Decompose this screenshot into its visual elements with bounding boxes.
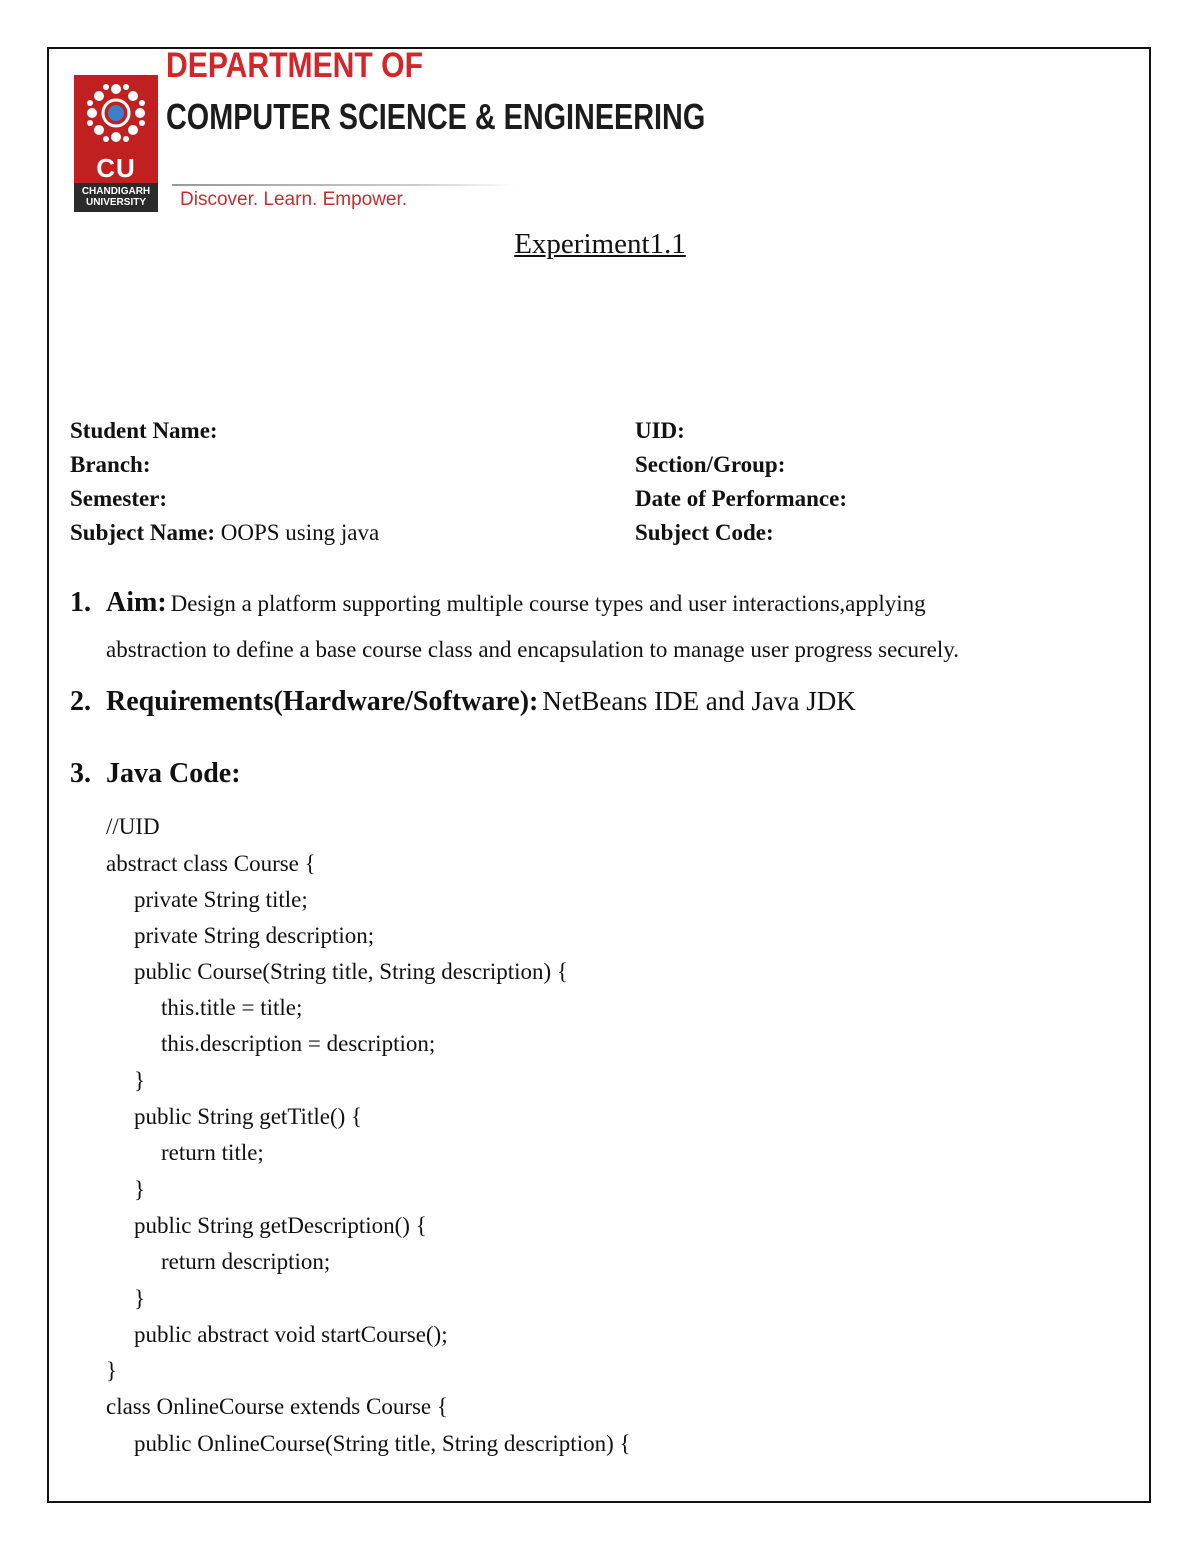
uid-label: UID: [635,418,685,443]
requirements-number: 2. [70,686,91,717]
subject-name-label: Subject Name: [70,520,215,545]
section-label: Section/Group: [635,452,786,477]
subject-code-field [635,520,774,546]
header-divider [172,184,517,186]
branch-field [70,452,151,478]
code-line: } [134,1177,146,1202]
code-line: private String description; [134,923,375,948]
student-name-field [70,418,218,444]
university-logo [74,75,158,212]
student-name-label: Student Name: [70,418,218,443]
branch-label: Branch: [70,452,151,477]
uid-field [635,418,685,444]
code-line: this.description = description; [161,1031,436,1056]
date-label: Date of Performance: [635,486,847,511]
code-line: public OnlineCourse(String title, String description) { [134,1431,631,1456]
tagline: Discover. Learn. Empower. [180,189,408,210]
code-line: } [134,1286,146,1311]
code-line: abstract class Course { [106,851,316,876]
semester-label: Semester: [70,486,168,511]
section-field [635,452,785,478]
experiment-title: Experiment1.1 [514,228,686,260]
code-line: private String title; [134,887,308,912]
department-heading-line2: COMPUTER SCIENCE & ENGINEERING [166,96,706,137]
code-number: 3. [70,758,91,789]
requirements-section [70,686,856,718]
subject-name-field [70,520,379,546]
code-line: class OnlineCourse extends Course { [106,1394,448,1419]
aim-section [70,587,926,619]
date-field [635,486,847,512]
department-heading-line1: DEPARTMENT OF [166,46,423,85]
code-line: return title; [161,1140,264,1165]
subject-code-label: Subject Code: [635,520,774,545]
code-line: return description; [161,1249,331,1274]
emblem-icon [84,81,148,145]
code-line: this.title = title; [161,995,303,1020]
aim-heading: Aim: [106,587,167,618]
logo-university-line1: CHANDIGARH [81,186,151,197]
logo-university-line2: UNIVERSITY [85,197,146,208]
logo-abbrev: CU [96,153,136,183]
code-heading: Java Code: [106,758,241,789]
code-section [70,758,241,790]
code-line: } [106,1358,118,1383]
semester-field [70,486,167,512]
code-line: public String getTitle() { [134,1104,363,1129]
requirements-text: NetBeans IDE and Java JDK [542,686,856,716]
aim-text-line1: Design a platform supporting multiple course types and user interactions,applying [170,591,926,616]
code-line: } [134,1068,146,1093]
code-line: public String getDescription() { [134,1213,427,1238]
code-line: public abstract void startCourse(); [134,1322,448,1347]
aim-number: 1. [70,587,91,618]
code-line: //UID [106,814,160,839]
requirements-heading: Requirements(Hardware/Software): [106,686,539,717]
logo-university-name [74,186,158,208]
aim-text-line2: abstraction to define a base course class and encapsulation to manage user progress securely. [106,637,960,662]
subject-name-value: OOPS using java [220,520,380,545]
code-line: public Course(String title, String description) { [134,959,568,984]
